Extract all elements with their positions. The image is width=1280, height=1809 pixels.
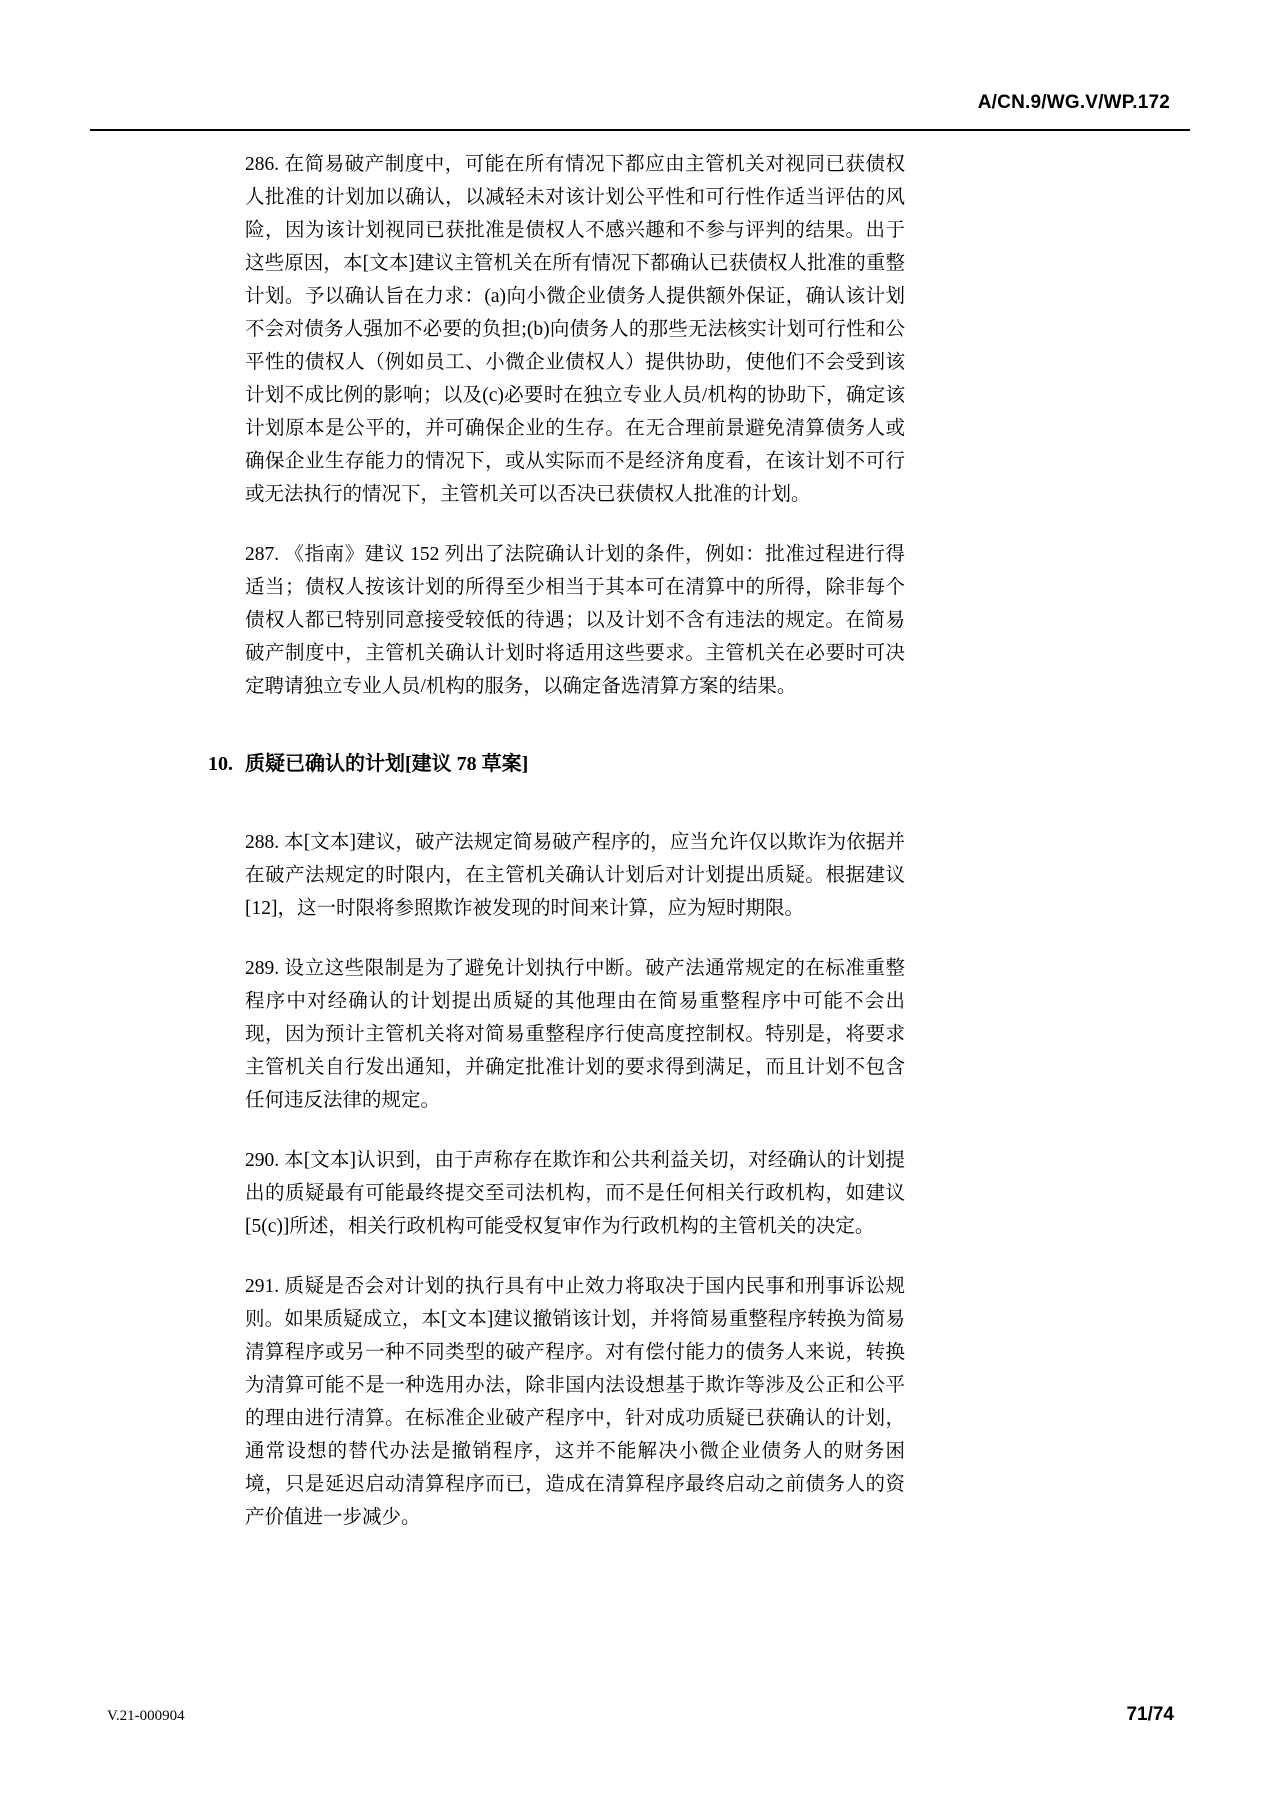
section-heading-10 bbox=[208, 748, 905, 781]
paragraph-287: 287. 《指南》建议 152 列出了法院确认计划的条件，例如：批准过程进行得适当；债权人按该计划的所得至少相当于其本可在清算中的所得，除非每个债权人都已特别同意接受较低的待遇；以及计划不含有违法的规定。在简易破产制度中，主管机关确认计划时将适用这些要求。主管机关在必要时可决定聘请独立专业人员/机构的服务，以确定备选清算方案的结果。 bbox=[245, 544, 905, 697]
document-symbol: A/CN.9/WG.V/WP.172 bbox=[977, 92, 1170, 113]
document-body bbox=[208, 148, 905, 1561]
footer-document-id: V.21-000904 bbox=[107, 1708, 185, 1724]
paragraph-288: 288. 本[文本]建议，破产法规定简易破产程序的，应当允许仅以欺诈为依据并在破产法规定的时限内，在主管机关确认计划后对计划提出质疑。根据建议[12]，这一时限将参照欺诈被发现的时间来计算，应为短时期限。 bbox=[245, 832, 905, 919]
paragraph-289: 289. 设立这些限制是为了避免计划执行中断。破产法通常规定的在标准重整程序中对经确认的计划提出质疑的其他理由在简易重整程序中可能不会出现，因为预计主管机关将对简易重整程序行使高度控制权。特别是，将要求主管机关自行发出通知，并确定批准计划的要求得到满足，而且计划不包含任何违反法律的规定。 bbox=[245, 958, 905, 1111]
section-number: 10. bbox=[208, 753, 233, 775]
paragraph-291: 291. 质疑是否会对计划的执行具有中止效力将取决于国内民事和刑事诉讼规则。如果质疑成立，本[文本]建议撤销该计划，并将简易重整程序转换为简易清算程序或另一种不同类型的破产程序。对有偿付能力的债务人来说，转换为清算可能不是一种选用办法，除非国内法设想基于欺诈等涉及公正和公平的理由进行清算。在标准企业破产程序中，针对成功质疑已获确认的计划，通常设想的替代办法是撤销程序，这并不能解决小微企业债务人的财务困境，只是延迟启动清算程序而已，造成在清算程序最终启动之前债务人的资产价值进一步减少。 bbox=[245, 1276, 905, 1528]
footer-page-number: 71/74 bbox=[1126, 1704, 1174, 1725]
section-title: 质疑已确认的计划[建议 78 草案] bbox=[245, 753, 529, 775]
paragraph-290: 290. 本[文本]认识到，由于声称存在欺诈和公共利益关切，对经确认的计划提出的质疑最有可能最终提交至司法机构，而不是任何相关行政机构，如建议[5(c)]所述，相关行政机构可能受权复审作为行政机构的主管机关的决定。 bbox=[245, 1150, 905, 1237]
paragraph-286: 286. 在简易破产制度中，可能在所有情况下都应由主管机关对视同已获债权人批准的计划加以确认，以减轻未对该计划公平性和可行性作适当评估的风险，因为该计划视同已获批准是债权人不感兴趣和不参与评判的结果。出于这些原因，本[文本]建议主管机关在所有情况下都确认已获债权人批准的重整计划。予以确认旨在力求：(a)向小微企业债务人提供额外保证，确认该计划不会对债务人强加不必要的负担;(b)向债务人的那些无法核实计划可行性和公平性的债权人（例如员工、小微企业债权人）提供协助，使他们不会受到该计划不成比例的影响；以及(c)必要时在独立专业人员/机构的协助下，确定该计划原本是公平的，并可确保企业的生存。在无合理前景避免清算债务人或确保企业生存能力的情况下，或从实际而不是经济角度看，在该计划不可行或无法执行的情况下，主管机关可以否决已获债权人批准的计划。 bbox=[245, 154, 905, 505]
header-rule bbox=[90, 129, 1190, 131]
